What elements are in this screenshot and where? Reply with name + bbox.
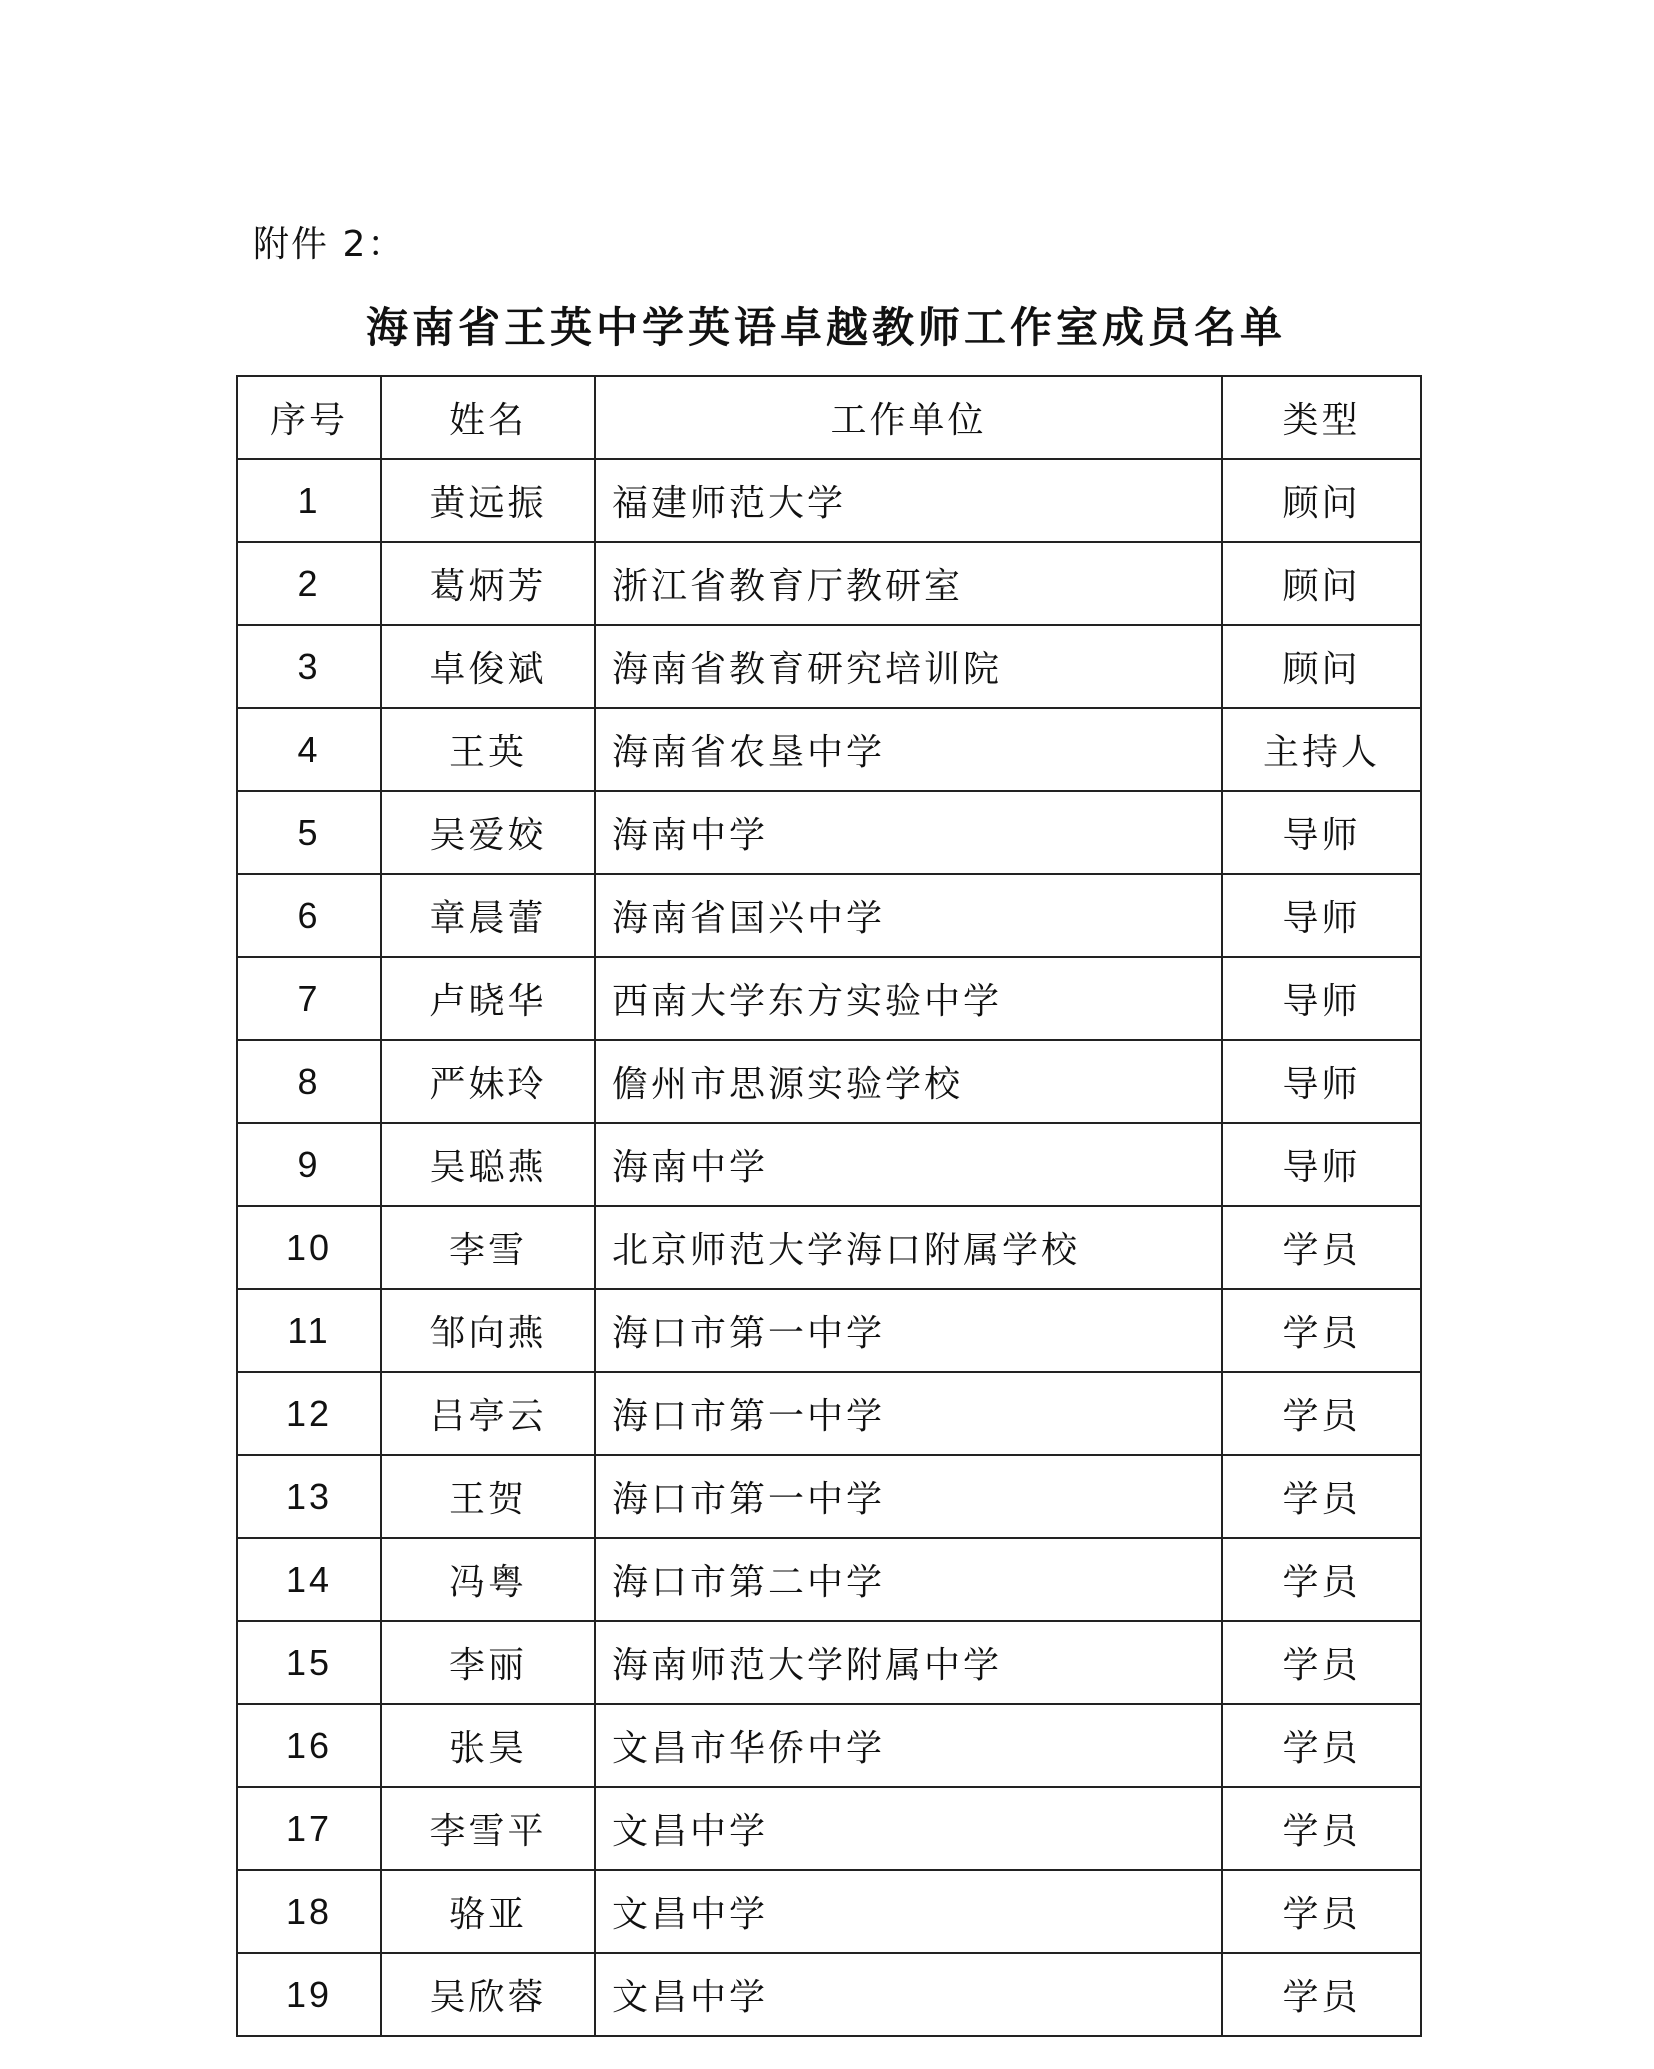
cell-number: 10 xyxy=(237,1206,381,1289)
cell-name: 邹向燕 xyxy=(381,1289,595,1372)
header-number: 序号 xyxy=(237,376,381,459)
cell-type: 学员 xyxy=(1222,1870,1421,1953)
cell-type: 导师 xyxy=(1222,1123,1421,1206)
cell-name: 黄远振 xyxy=(381,459,595,542)
table-row xyxy=(237,1538,1421,1621)
cell-number: 1 xyxy=(237,459,381,542)
cell-work-unit: 海南省农垦中学 xyxy=(595,708,1222,791)
cell-number: 8 xyxy=(237,1040,381,1123)
cell-type: 学员 xyxy=(1222,1787,1421,1870)
cell-name: 李丽 xyxy=(381,1621,595,1704)
table-row xyxy=(237,1040,1421,1123)
cell-name: 张昊 xyxy=(381,1704,595,1787)
cell-name: 卢晓华 xyxy=(381,957,595,1040)
cell-number: 18 xyxy=(237,1870,381,1953)
table-row xyxy=(237,1372,1421,1455)
cell-name: 骆亚 xyxy=(381,1870,595,1953)
cell-type: 顾问 xyxy=(1222,542,1421,625)
cell-number: 5 xyxy=(237,791,381,874)
cell-work-unit: 文昌市华侨中学 xyxy=(595,1704,1222,1787)
table-row xyxy=(237,459,1421,542)
cell-work-unit: 海南师范大学附属中学 xyxy=(595,1621,1222,1704)
cell-number: 4 xyxy=(237,708,381,791)
cell-work-unit: 北京师范大学海口附属学校 xyxy=(595,1206,1222,1289)
table-row xyxy=(237,1123,1421,1206)
cell-number: 7 xyxy=(237,957,381,1040)
cell-work-unit: 文昌中学 xyxy=(595,1870,1222,1953)
cell-work-unit: 儋州市思源实验学校 xyxy=(595,1040,1222,1123)
table-row xyxy=(237,625,1421,708)
cell-type: 顾问 xyxy=(1222,625,1421,708)
cell-work-unit: 西南大学东方实验中学 xyxy=(595,957,1222,1040)
table-row xyxy=(237,791,1421,874)
cell-work-unit: 浙江省教育厅教研室 xyxy=(595,542,1222,625)
cell-work-unit: 海口市第二中学 xyxy=(595,1538,1222,1621)
cell-name: 王贺 xyxy=(381,1455,595,1538)
cell-name: 吴聪燕 xyxy=(381,1123,595,1206)
cell-work-unit: 海口市第一中学 xyxy=(595,1289,1222,1372)
cell-work-unit: 文昌中学 xyxy=(595,1953,1222,2036)
header-type: 类型 xyxy=(1222,376,1421,459)
table-row xyxy=(237,874,1421,957)
table-row xyxy=(237,1289,1421,1372)
table-row xyxy=(237,1621,1421,1704)
table-row xyxy=(237,957,1421,1040)
attachment-label: 附件 2： xyxy=(253,224,406,265)
cell-work-unit: 文昌中学 xyxy=(595,1787,1222,1870)
table-header-row xyxy=(237,376,1421,459)
cell-name: 李雪 xyxy=(381,1206,595,1289)
cell-type: 学员 xyxy=(1222,1621,1421,1704)
cell-type: 主持人 xyxy=(1222,708,1421,791)
table-row xyxy=(237,1787,1421,1870)
cell-type: 导师 xyxy=(1222,874,1421,957)
cell-type: 导师 xyxy=(1222,791,1421,874)
cell-type: 学员 xyxy=(1222,1704,1421,1787)
table-row xyxy=(237,1704,1421,1787)
cell-work-unit: 海南省教育研究培训院 xyxy=(595,625,1222,708)
cell-type: 学员 xyxy=(1222,1953,1421,2036)
table-row xyxy=(237,1870,1421,1953)
cell-type: 学员 xyxy=(1222,1289,1421,1372)
cell-type: 导师 xyxy=(1222,1040,1421,1123)
cell-work-unit: 海南中学 xyxy=(595,1123,1222,1206)
cell-work-unit: 福建师范大学 xyxy=(595,459,1222,542)
cell-type: 导师 xyxy=(1222,957,1421,1040)
cell-type: 学员 xyxy=(1222,1455,1421,1538)
cell-number: 16 xyxy=(237,1704,381,1787)
cell-number: 2 xyxy=(237,542,381,625)
cell-type: 学员 xyxy=(1222,1538,1421,1621)
cell-name: 吴爱姣 xyxy=(381,791,595,874)
table-row xyxy=(237,1953,1421,2036)
cell-type: 学员 xyxy=(1222,1372,1421,1455)
cell-work-unit: 海口市第一中学 xyxy=(595,1372,1222,1455)
cell-number: 17 xyxy=(237,1787,381,1870)
cell-number: 19 xyxy=(237,1953,381,2036)
cell-type: 顾问 xyxy=(1222,459,1421,542)
cell-name: 卓俊斌 xyxy=(381,625,595,708)
cell-number: 6 xyxy=(237,874,381,957)
cell-name: 吴欣蓉 xyxy=(381,1953,595,2036)
member-table xyxy=(236,375,1422,2037)
table-row xyxy=(237,542,1421,625)
cell-number: 13 xyxy=(237,1455,381,1538)
cell-name: 冯粤 xyxy=(381,1538,595,1621)
cell-number: 14 xyxy=(237,1538,381,1621)
header-name: 姓名 xyxy=(381,376,595,459)
cell-name: 葛炳芳 xyxy=(381,542,595,625)
cell-name: 吕亭云 xyxy=(381,1372,595,1455)
cell-number: 3 xyxy=(237,625,381,708)
table-row xyxy=(237,708,1421,791)
cell-work-unit: 海南中学 xyxy=(595,791,1222,874)
cell-work-unit: 海南省国兴中学 xyxy=(595,874,1222,957)
cell-name: 王英 xyxy=(381,708,595,791)
cell-number: 9 xyxy=(237,1123,381,1206)
cell-name: 严妹玲 xyxy=(381,1040,595,1123)
table-row xyxy=(237,1206,1421,1289)
cell-name: 章晨蕾 xyxy=(381,874,595,957)
table-row xyxy=(237,1455,1421,1538)
cell-work-unit: 海口市第一中学 xyxy=(595,1455,1222,1538)
cell-name: 李雪平 xyxy=(381,1787,595,1870)
cell-number: 15 xyxy=(237,1621,381,1704)
page-title: 海南省王英中学英语卓越教师工作室成员名单 xyxy=(365,303,1286,352)
cell-type: 学员 xyxy=(1222,1206,1421,1289)
header-work-unit: 工作单位 xyxy=(595,376,1222,459)
table-body xyxy=(237,459,1421,2036)
cell-number: 12 xyxy=(237,1372,381,1455)
cell-number: 11 xyxy=(237,1289,381,1372)
